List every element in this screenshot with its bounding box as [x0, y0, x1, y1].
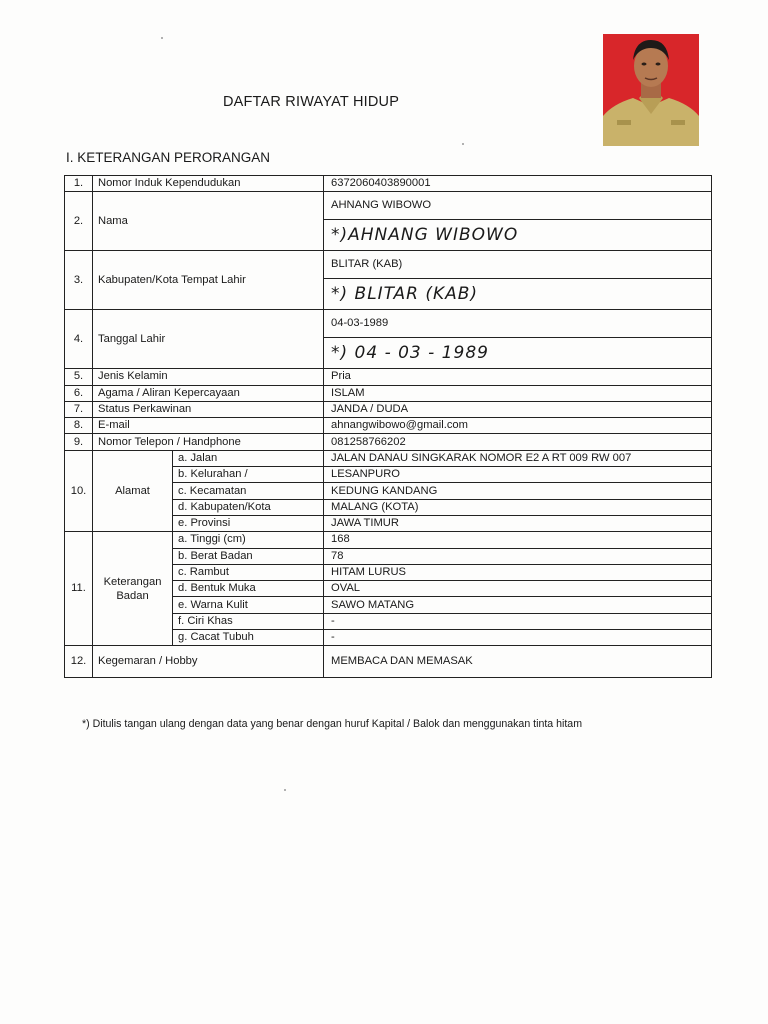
sub-label: b. Berat Badan	[173, 548, 324, 564]
row-number: 3.	[65, 251, 93, 310]
table-row-tanggal-lahir	[65, 310, 712, 338]
table-row-telepon	[65, 434, 712, 450]
row-label: Jenis Kelamin	[93, 369, 324, 385]
nama-handwritten: *)AHNANG WIBOWO	[324, 220, 712, 251]
sub-label: e. Provinsi	[173, 515, 324, 531]
sub-label: f. Ciri Khas	[173, 613, 324, 629]
table-row-email	[65, 418, 712, 434]
row-number: 8.	[65, 418, 93, 434]
row-label	[93, 532, 173, 646]
badan-label-line1: Keterangan	[103, 575, 162, 588]
table-row-nama	[65, 192, 712, 220]
sub-value: MALANG (KOTA)	[324, 499, 712, 515]
sub-value: KEDUNG KANDANG	[324, 483, 712, 499]
row-label: Tanggal Lahir	[93, 310, 324, 369]
table-row-agama	[65, 385, 712, 401]
row-number: 5.	[65, 369, 93, 385]
table-row-badan	[65, 532, 712, 548]
tempat-lahir-handwritten: *) BLITAR (KAB)	[324, 279, 712, 310]
email-value: ahnangwibowo@gmail.com	[324, 418, 712, 434]
sub-value: 168	[324, 532, 712, 548]
scan-speck	[462, 143, 464, 145]
row-label: Alamat	[93, 450, 173, 531]
sub-label: d. Bentuk Muka	[173, 581, 324, 597]
tanggal-lahir-value: 04-03-1989	[324, 310, 712, 338]
scan-speck	[284, 789, 286, 791]
personal-data-table	[64, 175, 712, 678]
table-row-alamat	[65, 450, 712, 466]
profile-photo	[603, 34, 699, 146]
row-number: 2.	[65, 192, 93, 251]
row-label: Nama	[93, 192, 324, 251]
table-row-status	[65, 401, 712, 417]
sub-label: d. Kabupaten/Kota	[173, 499, 324, 515]
row-label: Nomor Telepon / Handphone	[93, 434, 324, 450]
table-row-tempat-lahir	[65, 251, 712, 279]
nama-value: AHNANG WIBOWO	[324, 192, 712, 220]
row-number: 7.	[65, 401, 93, 417]
row-label: Nomor Induk Kependudukan	[93, 176, 324, 192]
row-number: 12.	[65, 646, 93, 678]
row-number: 10.	[65, 450, 93, 531]
sub-value: 78	[324, 548, 712, 564]
person-photo-illustration	[603, 34, 699, 146]
sub-label: c. Rambut	[173, 564, 324, 580]
row-number: 9.	[65, 434, 93, 450]
sub-label: b. Kelurahan /	[173, 467, 324, 483]
row-label: E-mail	[93, 418, 324, 434]
row-number: 4.	[65, 310, 93, 369]
sub-value: -	[324, 630, 712, 646]
row-label: Kabupaten/Kota Tempat Lahir	[93, 251, 324, 310]
sub-label: g. Cacat Tubuh	[173, 630, 324, 646]
section-heading: I. KETERANGAN PERORANGAN	[66, 150, 271, 165]
sub-value: OVAL	[324, 581, 712, 597]
row-number: 1.	[65, 176, 93, 192]
tanggal-lahir-handwritten: *) 04 - 03 - 1989	[324, 338, 712, 369]
sub-value: JALAN DANAU SINGKARAK NOMOR E2 A RT 009 RW 007	[324, 450, 712, 466]
sub-label: e. Warna Kulit	[173, 597, 324, 613]
jenis-kelamin-value: Pria	[324, 369, 712, 385]
nik-value: 6372060403890001	[324, 176, 712, 192]
row-label: Kegemaran / Hobby	[93, 646, 324, 678]
status-value: JANDA / DUDA	[324, 401, 712, 417]
sub-value: LESANPURO	[324, 467, 712, 483]
sub-label: a. Tinggi (cm)	[173, 532, 324, 548]
sub-value: JAWA TIMUR	[324, 515, 712, 531]
sub-label: c. Kecamatan	[173, 483, 324, 499]
sub-value: HITAM LURUS	[324, 564, 712, 580]
agama-value: ISLAM	[324, 385, 712, 401]
badan-label-line2: Badan	[116, 589, 149, 602]
sub-value: SAWO MATANG	[324, 597, 712, 613]
row-number: 6.	[65, 385, 93, 401]
tempat-lahir-value: BLITAR (KAB)	[324, 251, 712, 279]
row-number: 11.	[65, 532, 93, 646]
row-label: Status Perkawinan	[93, 401, 324, 417]
document-title: DAFTAR RIWAYAT HIDUP	[222, 94, 400, 110]
table-row-hobby	[65, 646, 712, 678]
footnote: *) Ditulis tangan ulang dengan data yang benar dengan huruf Kapital / Balok dan menggunakan tinta hitam	[82, 718, 583, 730]
hobby-value: MEMBACA DAN MEMASAK	[324, 646, 712, 678]
table-row-jenis-kelamin	[65, 369, 712, 385]
table-row-nik	[65, 176, 712, 192]
sub-label: a. Jalan	[173, 450, 324, 466]
telepon-value: 081258766202	[324, 434, 712, 450]
sub-value: -	[324, 613, 712, 629]
row-label: Agama / Aliran Kepercayaan	[93, 385, 324, 401]
scan-speck	[161, 37, 163, 39]
